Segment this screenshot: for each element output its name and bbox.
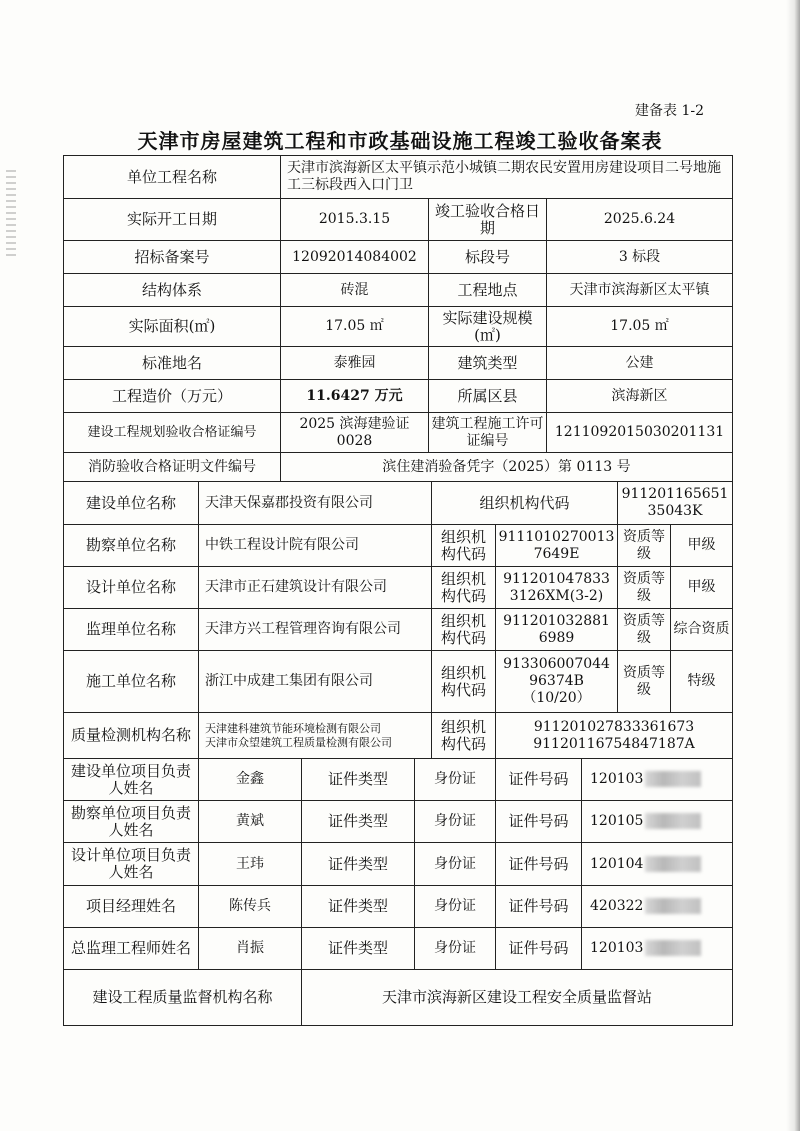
cert-no-label: 证件号码 [496, 928, 582, 970]
row-unit-name [64, 156, 733, 199]
supervision-org-code: 911201032881 6989 [496, 609, 618, 651]
builder-org-code: 91120116565135043K [618, 482, 733, 525]
testing-name-1: 天津建科建筑节能环境检测有限公司 [205, 721, 381, 735]
person-row [64, 886, 733, 928]
person-name: 黄斌 [199, 801, 302, 843]
row-dates [64, 199, 733, 241]
person-row [64, 928, 733, 970]
builder-label: 建设单位名称 [64, 482, 199, 525]
cert-type-value: 身份证 [415, 843, 496, 886]
person-name: 肖振 [199, 928, 302, 970]
construction-org-code-label: 组织机构代码 [432, 651, 496, 713]
builder-org-code-label: 组织机构代码 [432, 482, 618, 525]
testing-org-codes [496, 713, 733, 759]
fire-cert-value: 滨住建消验备凭字（2025）第 0113 号 [281, 453, 733, 482]
district-label: 所属区县 [429, 380, 547, 413]
construction-qual-label: 资质等级 [618, 651, 671, 713]
id-prefix: 120103 [590, 771, 644, 787]
scale-value: 17.05 ㎡ [547, 307, 733, 347]
planning-cert-value: 2025 滨海建验证 0028 [281, 413, 429, 453]
completion-date-value: 2025.6.24 [547, 199, 733, 241]
id-prefix: 120105 [590, 813, 644, 829]
supervision-label: 监理单位名称 [64, 609, 199, 651]
testing-code-1: 911201027833361673 [533, 718, 695, 735]
redacted-id-blur [645, 813, 701, 829]
bid-no-value: 12092014084002 [281, 241, 429, 274]
row-structure [64, 274, 733, 307]
page-title: 天津市房屋建筑工程和市政基础设施工程竣工验收备案表 [137, 129, 663, 153]
construction-qual: 特级 [671, 651, 733, 713]
survey-org-code: 91110102700137649E [496, 525, 618, 567]
start-date-value: 2015.3.15 [281, 199, 429, 241]
persons-table [63, 758, 733, 1026]
cert-type-label: 证件类型 [302, 928, 415, 970]
redacted-id-blur [645, 940, 701, 956]
design-qual: 甲级 [671, 567, 733, 609]
cost-value: 11.6427 万元 [281, 380, 429, 413]
planning-cert-label: 建设工程规划验收合格证编号 [64, 413, 281, 453]
cert-type-value: 身份证 [415, 801, 496, 843]
supervision-qual: 综合资质 [671, 609, 733, 651]
building-type-value: 公建 [547, 347, 733, 380]
unit-name-label: 单位工程名称 [64, 156, 281, 199]
row-bid [64, 241, 733, 274]
survey-qual: 甲级 [671, 525, 733, 567]
location-value: 天津市滨海新区太平镇 [547, 274, 733, 307]
building-type-label: 建筑类型 [429, 347, 547, 380]
testing-name-2: 天津市众望建筑工程质量检测有限公司 [205, 735, 392, 749]
cert-type-label: 证件类型 [302, 886, 415, 928]
cert-no-value [582, 886, 733, 928]
redacted-id-blur [645, 898, 701, 914]
cost-label: 工程造价（万元） [64, 380, 281, 413]
place-name-label: 标准地名 [64, 347, 281, 380]
place-name-value: 泰雅园 [281, 347, 429, 380]
form-number: 建备表 1-2 [635, 103, 704, 119]
person-rows [64, 759, 733, 970]
design-label: 设计单位名称 [64, 567, 199, 609]
row-testing [64, 713, 733, 759]
supervision-qual-label: 资质等级 [618, 609, 671, 651]
row-cost [64, 380, 733, 413]
cert-no-value [582, 843, 733, 886]
supervision-org-code-label: 组织机构代码 [432, 609, 496, 651]
person-row [64, 843, 733, 886]
supervision-agency-label: 建设工程质量监督机构名称 [64, 970, 302, 1026]
redacted-id-blur [645, 771, 701, 787]
person-name: 陈传兵 [199, 886, 302, 928]
row-supervision-agency [64, 970, 733, 1026]
survey-org-code-label: 组织机构代码 [432, 525, 496, 567]
row-construction [64, 651, 733, 713]
testing-code-2: 91120116754847187A [533, 735, 695, 752]
design-org-code-label: 组织机构代码 [432, 567, 496, 609]
area-value: 17.05 ㎡ [281, 307, 429, 347]
construction-permit-value: 1211092015030201131 [547, 413, 733, 453]
district-value: 滨海新区 [547, 380, 733, 413]
row-certs [64, 413, 733, 453]
section-no-value: 3 标段 [547, 241, 733, 274]
structure-label: 结构体系 [64, 274, 281, 307]
redacted-id-blur [645, 856, 701, 872]
survey-label: 勘察单位名称 [64, 525, 199, 567]
construction-org-code: 913306007044 96374B （10/20） [496, 651, 618, 713]
row-design [64, 567, 733, 609]
cert-no-value [582, 759, 733, 801]
design-name: 天津市正石建筑设计有限公司 [199, 567, 432, 609]
person-role-label: 建设单位项目负责人姓名 [64, 759, 199, 801]
row-survey [64, 525, 733, 567]
testing-org-code-label: 组织机构代码 [432, 713, 496, 759]
construction-permit-label: 建筑工程施工许可证编号 [429, 413, 547, 453]
cert-type-value: 身份证 [415, 759, 496, 801]
design-org-code: 911201047833 3126XM(3-2) [496, 567, 618, 609]
cert-type-label: 证件类型 [302, 801, 415, 843]
cert-no-label: 证件号码 [496, 886, 582, 928]
testing-names [199, 713, 432, 759]
cert-no-label: 证件号码 [496, 759, 582, 801]
project-info-table [63, 155, 733, 482]
cert-no-label: 证件号码 [496, 801, 582, 843]
construction-name: 浙江中成建工集团有限公司 [199, 651, 432, 713]
cert-no-value [582, 928, 733, 970]
cert-no-label: 证件号码 [496, 843, 582, 886]
cert-type-value: 身份证 [415, 886, 496, 928]
row-place [64, 347, 733, 380]
supervision-name: 天津方兴工程管理咨询有限公司 [199, 609, 432, 651]
completion-date-label: 竣工验收合格日期 [429, 199, 547, 241]
person-name: 金鑫 [199, 759, 302, 801]
row-area [64, 307, 733, 347]
id-prefix: 420322 [590, 898, 644, 914]
start-date-label: 实际开工日期 [64, 199, 281, 241]
row-supervision [64, 609, 733, 651]
person-role-label: 项目经理姓名 [64, 886, 199, 928]
design-qual-label: 资质等级 [618, 567, 671, 609]
row-builder [64, 482, 733, 525]
scan-edge-marks [6, 170, 16, 260]
area-label: 实际面积(㎡) [64, 307, 281, 347]
section-no-label: 标段号 [429, 241, 547, 274]
builder-name: 天津天保嘉郡投资有限公司 [199, 482, 432, 525]
scale-label: 实际建设规模(㎡) [429, 307, 547, 347]
id-prefix: 120104 [590, 855, 644, 872]
fire-cert-label: 消防验收合格证明文件编号 [64, 453, 281, 482]
person-name: 王玮 [199, 843, 302, 886]
id-prefix: 120103 [590, 940, 644, 956]
survey-name: 中铁工程设计院有限公司 [199, 525, 432, 567]
person-row [64, 759, 733, 801]
person-role-label: 设计单位项目负责人姓名 [64, 843, 199, 886]
bid-no-label: 招标备案号 [64, 241, 281, 274]
person-row [64, 801, 733, 843]
cert-type-label: 证件类型 [302, 843, 415, 886]
row-fire [64, 453, 733, 482]
construction-label: 施工单位名称 [64, 651, 199, 713]
person-role-label: 总监理工程师姓名 [64, 928, 199, 970]
unit-name-value: 天津市滨海新区太平镇示范小城镇二期农民安置用房建设项目二号地施工三标段西入口门卫 [281, 156, 733, 199]
scan-edge-shadow [786, 0, 800, 1131]
cert-type-value: 身份证 [415, 928, 496, 970]
cert-no-value [582, 801, 733, 843]
cert-type-label: 证件类型 [302, 759, 415, 801]
supervision-agency-value: 天津市滨海新区建设工程安全质量监督站 [302, 970, 733, 1026]
person-role-label: 勘察单位项目负责人姓名 [64, 801, 199, 843]
location-label: 工程地点 [429, 274, 547, 307]
testing-label: 质量检测机构名称 [64, 713, 199, 759]
units-table [63, 481, 733, 759]
structure-value: 砖混 [281, 274, 429, 307]
survey-qual-label: 资质等级 [618, 525, 671, 567]
